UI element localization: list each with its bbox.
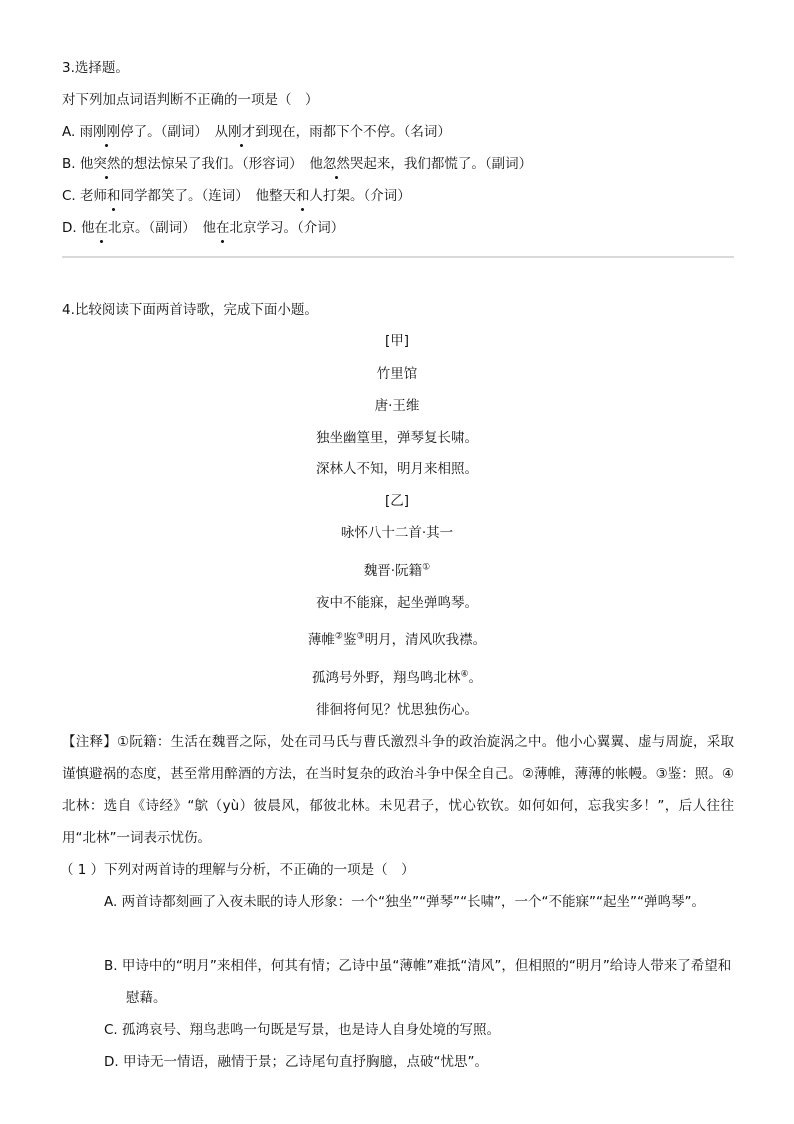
- option-a[interactable]: [62, 122, 451, 142]
- option-text: 老师: [80, 188, 108, 204]
- poem-b-line: [0, 668, 794, 688]
- poem-b-line: [0, 630, 794, 650]
- sub-option-b[interactable]: [104, 950, 734, 1014]
- option-c[interactable]: [62, 186, 411, 206]
- poem-text: 明月，清风吹我襟。: [364, 632, 487, 648]
- poem-a-label: [甲]: [384, 333, 410, 349]
- dotted-word: 在: [215, 220, 230, 236]
- question-3-title: 3.选择题。: [62, 60, 129, 76]
- option-letter: C.: [62, 188, 76, 204]
- poem-b-title: 咏怀八十二首·其一: [340, 525, 454, 541]
- poem-text: 鉴: [343, 632, 357, 648]
- option-text: 哭起来，我们都慌了。（副词）: [349, 156, 533, 172]
- option-text: 到现在，雨都下个不停。（名词）: [255, 124, 451, 140]
- option-text: 停了。（副词） 从: [120, 124, 229, 140]
- dotted-word: 刚刚: [93, 124, 121, 140]
- footnote-marker: ③: [356, 631, 365, 642]
- option-text: 雨: [79, 124, 94, 140]
- option-text: 他: [80, 220, 95, 236]
- poem-text: 孤鸿号外野，翔鸟鸣北林: [311, 670, 461, 686]
- option-b[interactable]: [62, 154, 532, 174]
- poem-b-line: 徘徊将何见？忧思独伤心。: [316, 702, 478, 718]
- option-letter: C.: [104, 1022, 118, 1038]
- option-text: 人打架。（介词）: [309, 188, 411, 204]
- dotted-word: 突然: [93, 156, 121, 172]
- question-3-stem: 对下列加点词语判断不正确的一项是（ ）: [62, 92, 319, 108]
- sub-option-d[interactable]: [104, 1046, 734, 1078]
- option-text: 两首诗都刻画了入夜未眠的诗人形象：一个“独坐”“弹琴”“长啸”，一个“不能寐”“起坐”“弹鸣琴”。: [121, 894, 706, 910]
- footnote-marker: ④: [460, 669, 469, 680]
- question-4-title: 4.比较阅读下面两首诗歌，完成下面小题。: [62, 302, 318, 318]
- option-letter: B.: [62, 156, 76, 172]
- option-text: 甲诗中的“明月”来相伴，何其有情；乙诗中虽“薄帷”难抵“清风”，但相照的“明月”给诗人带来了希望和慰藉。: [121, 958, 732, 1006]
- author-name: 魏晋·阮籍: [363, 563, 423, 579]
- option-letter: A.: [62, 124, 76, 140]
- poem-a-line: 深林人不知，明月来相照。: [316, 461, 478, 477]
- sub-option-c[interactable]: [104, 1014, 734, 1046]
- option-letter: B.: [104, 958, 118, 974]
- poem-text: 。: [468, 670, 483, 686]
- option-text: 的想法惊呆了我们。（形容词） 他: [120, 156, 323, 172]
- poem-b-line: 夜中不能寐，起坐弹鸣琴。: [316, 595, 478, 611]
- option-letter: D.: [62, 220, 77, 236]
- option-text: 北京学习。（介词）: [229, 220, 345, 236]
- option-text: 同学都笑了。（连词） 他整天: [120, 188, 297, 204]
- footnote-marker: ①: [422, 562, 431, 573]
- poem-b-label: [乙]: [384, 493, 410, 509]
- option-text: 他: [79, 156, 94, 172]
- option-letter: A.: [104, 894, 118, 910]
- option-d[interactable]: [62, 218, 344, 238]
- section-divider: [62, 256, 734, 258]
- subquestion-1-stem: （ 1 ）下列对两首诗的理解与分析，不正确的一项是（ ）: [60, 862, 415, 878]
- poem-a-author: 唐·王维: [374, 398, 420, 414]
- dotted-word: 在: [94, 220, 108, 236]
- poem-a-title: 竹里馆: [376, 366, 418, 382]
- dotted-word: 和: [107, 188, 121, 204]
- poem-text: 薄帷: [307, 632, 335, 648]
- annotation-notes: 【注释】①阮籍：生活在魏晋之际，处在司马氏与曹氏激烈斗争的政治旋涡之中。他小心翼翼、虚与周旋，采取谨慎避祸的态度，甚至常用醉酒的方法，在当时复杂的政治斗争中保全自己。②薄帷，薄薄的帐幔。③鉴：照。④北林：选自《诗经》“鴥（yù）彼晨风，郁彼北林。未见君子，忧心钦钦。如何如何，忘我实多！”，后人往往用“北林”一词表示忧伤。: [62, 734, 734, 846]
- sub-option-a[interactable]: [104, 886, 734, 918]
- option-text: 甲诗无一情语，融情于景；乙诗尾句直抒胸臆，点破“忧思”。: [122, 1054, 488, 1070]
- footnote-marker: ②: [334, 631, 343, 642]
- option-text: 北京。（副词） 他: [107, 220, 216, 236]
- dotted-word: 忽然: [322, 156, 350, 172]
- poem-b-author: [0, 561, 794, 581]
- dotted-word: 和: [296, 188, 310, 204]
- option-letter: D.: [104, 1054, 119, 1070]
- poem-a-line: 独坐幽篁里，弹琴复长啸。: [316, 430, 478, 446]
- dotted-word: 刚才: [228, 124, 256, 140]
- option-text: 孤鸿哀号、翔鸟悲鸣一句既是写景，也是诗人自身处境的写照。: [122, 1022, 501, 1038]
